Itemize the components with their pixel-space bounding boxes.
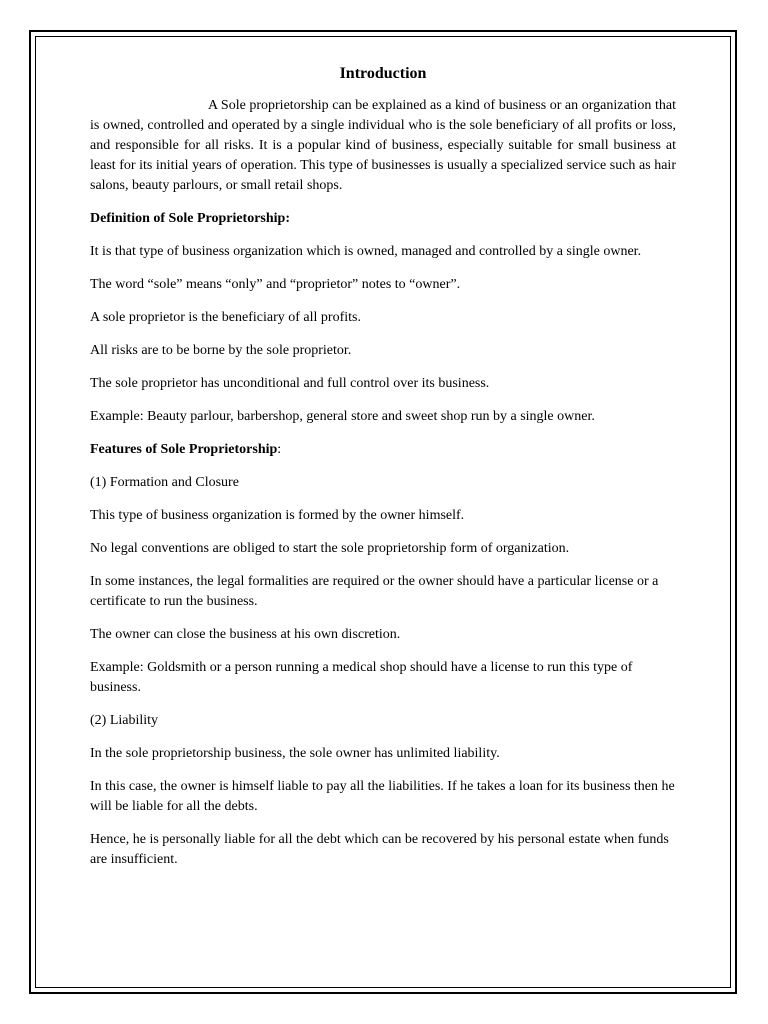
definition-paragraph: All risks are to be borne by the sole proprietor. bbox=[90, 343, 352, 358]
definition-paragraph: The word “sole” means “only” and “proprietor” notes to “owner”. bbox=[90, 277, 461, 292]
definition-paragraph: The sole proprietor has unconditional and full control over its business. bbox=[90, 376, 490, 391]
features-heading-text: Features of Sole Proprietorship bbox=[90, 442, 278, 457]
document-body bbox=[90, 62, 676, 883]
feature-paragraph: Example: Goldsmith or a person running a medical shop should have a license to run this type of business. bbox=[90, 660, 633, 695]
feature-title: (1) Formation and Closure bbox=[90, 475, 239, 490]
document-title: Introduction bbox=[339, 65, 427, 82]
feature-paragraph: No legal conventions are obliged to start the sole proprietorship form of organization. bbox=[90, 541, 570, 556]
feature-paragraph: The owner can close the business at his own discretion. bbox=[90, 627, 401, 642]
feature-title: (2) Liability bbox=[90, 713, 159, 728]
definition-heading: Definition of Sole Proprietorship: bbox=[90, 211, 291, 226]
definition-paragraph: It is that type of business organization which is owned, managed and controlled by a single owner. bbox=[90, 244, 642, 259]
intro-paragraph: A Sole proprietorship can be explained as a kind of business or an organization that is owned, controlled and operated by a single individual who is the sole beneficiary of all profits or loss, and responsible for all risks. It is a popular kind of business, especially suitable for small business at least for its initial years of operation. This type of businesses is usually a specialized service such as hair salons, beauty parlours, or small retail shops. bbox=[90, 98, 676, 193]
feature-paragraph: In this case, the owner is himself liable to pay all the liabilities. If he takes a loan for its business then he will be liable for all the debts. bbox=[90, 779, 675, 814]
feature-paragraph: In some instances, the legal formalities are required or the owner should have a particular license or a certificate to run the business. bbox=[90, 574, 659, 609]
feature-paragraph: Hence, he is personally liable for all the debt which can be recovered by his personal estate when funds are insufficient. bbox=[90, 832, 669, 867]
feature-paragraph: In the sole proprietorship business, the sole owner has unlimited liability. bbox=[90, 746, 500, 761]
features-heading bbox=[90, 440, 676, 460]
feature-paragraph: This type of business organization is formed by the owner himself. bbox=[90, 508, 465, 523]
definition-paragraph: Example: Beauty parlour, barbershop, general store and sweet shop run by a single owner. bbox=[90, 409, 595, 424]
features-heading-colon: : bbox=[277, 442, 282, 457]
definition-paragraph: A sole proprietor is the beneficiary of all profits. bbox=[90, 310, 361, 325]
